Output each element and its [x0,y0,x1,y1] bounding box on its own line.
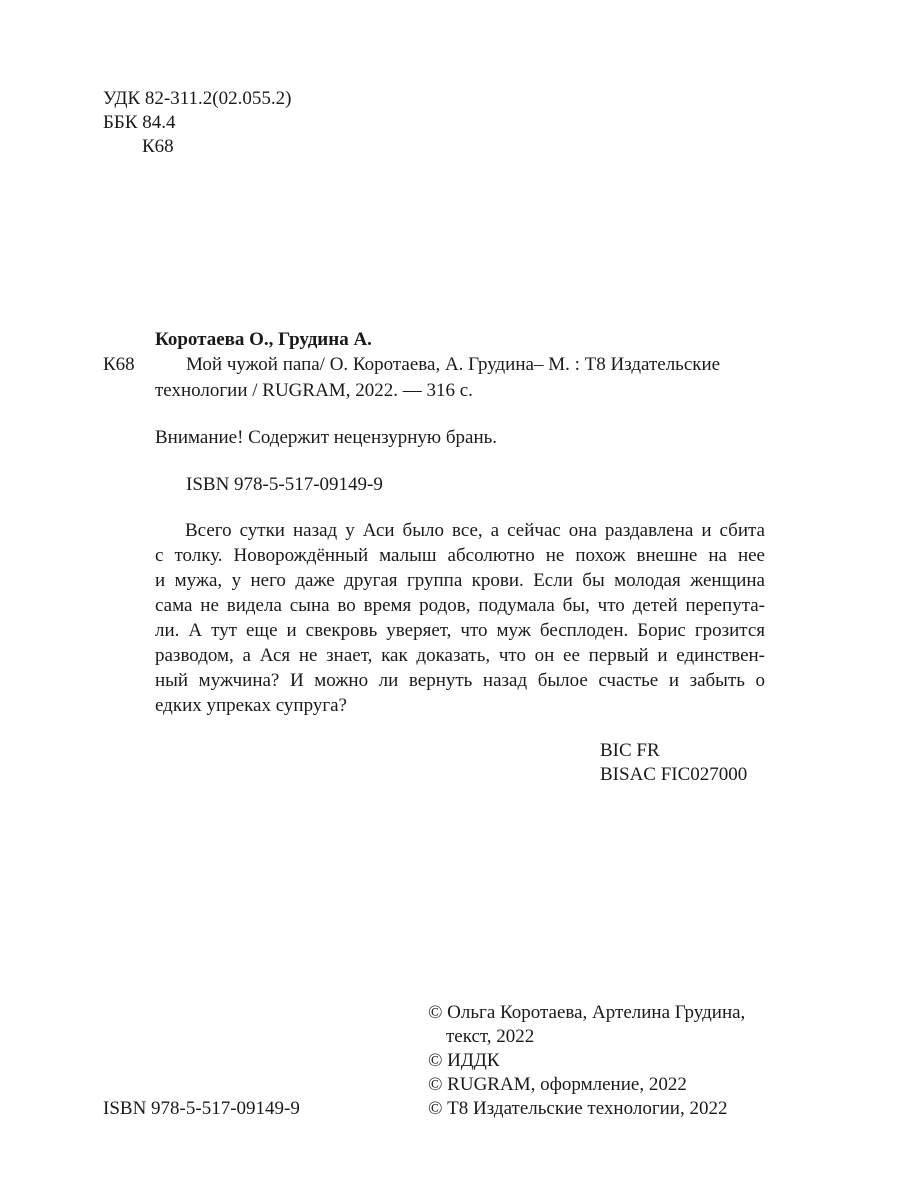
citation-mark: К68 [103,354,135,375]
content-warning: Внимание! Содержит нецензурную брань. [155,427,498,448]
bbk-code: ББК 84.4 [103,112,176,133]
isbn-footer: ISBN 978-5-517-09149-9 [103,1098,300,1119]
bic-code: BIC FR [600,740,660,761]
citation-line-1: Мой чужой папа/ О. Коротаева, А. Грудина– М. : Т8 Издательские [186,354,721,375]
copyright-rugram: © RUGRAM, оформление, 2022 [428,1074,687,1095]
annotation-line: ли. А тут еще и свекровь уверяет, что муж бесплоден. Борис грозится [155,620,765,641]
author-mark: К68 [142,136,174,157]
annotation-line: сама не видела сына во время родов, подумала бы, что детей перепута- [155,595,765,616]
annotation-line: и мужа, у него даже другая группа крови. Если бы молодая женщина [155,570,765,591]
citation-authors: Коротаева О., Грудина А. [155,329,372,350]
copyright-authors: © Ольга Коротаева, Артелина Грудина, [428,1002,746,1023]
annotation-line: с толку. Новорождённый малыш абсолютно не похож внешне на нее [155,545,765,566]
copyright-iddk: © ИДДК [428,1050,500,1071]
annotation-line: едких упреках супруга? [155,695,347,716]
copyright-authors-text: текст, 2022 [446,1026,535,1047]
annotation-line: Всего сутки назад у Аси было все, а сейчас она раздавлена и сбита [185,520,765,541]
udk-code: УДК 82-311.2(02.055.2) [103,88,292,109]
annotation [155,518,765,718]
annotation-line: ный мужчина? И можно ли вернуть назад былое счастье и забыть о [155,670,765,691]
citation-line-2: технологии / RUGRAM, 2022. — 316 с. [155,380,473,401]
isbn-main: ISBN 978-5-517-09149-9 [186,474,383,495]
copyright-t8: © Т8 Издательские технологии, 2022 [428,1098,728,1119]
bisac-code: BISAC FIC027000 [600,764,748,785]
annotation-line: разводом, а Ася не знает, как доказать, что он ее первый и единствен- [155,645,765,666]
